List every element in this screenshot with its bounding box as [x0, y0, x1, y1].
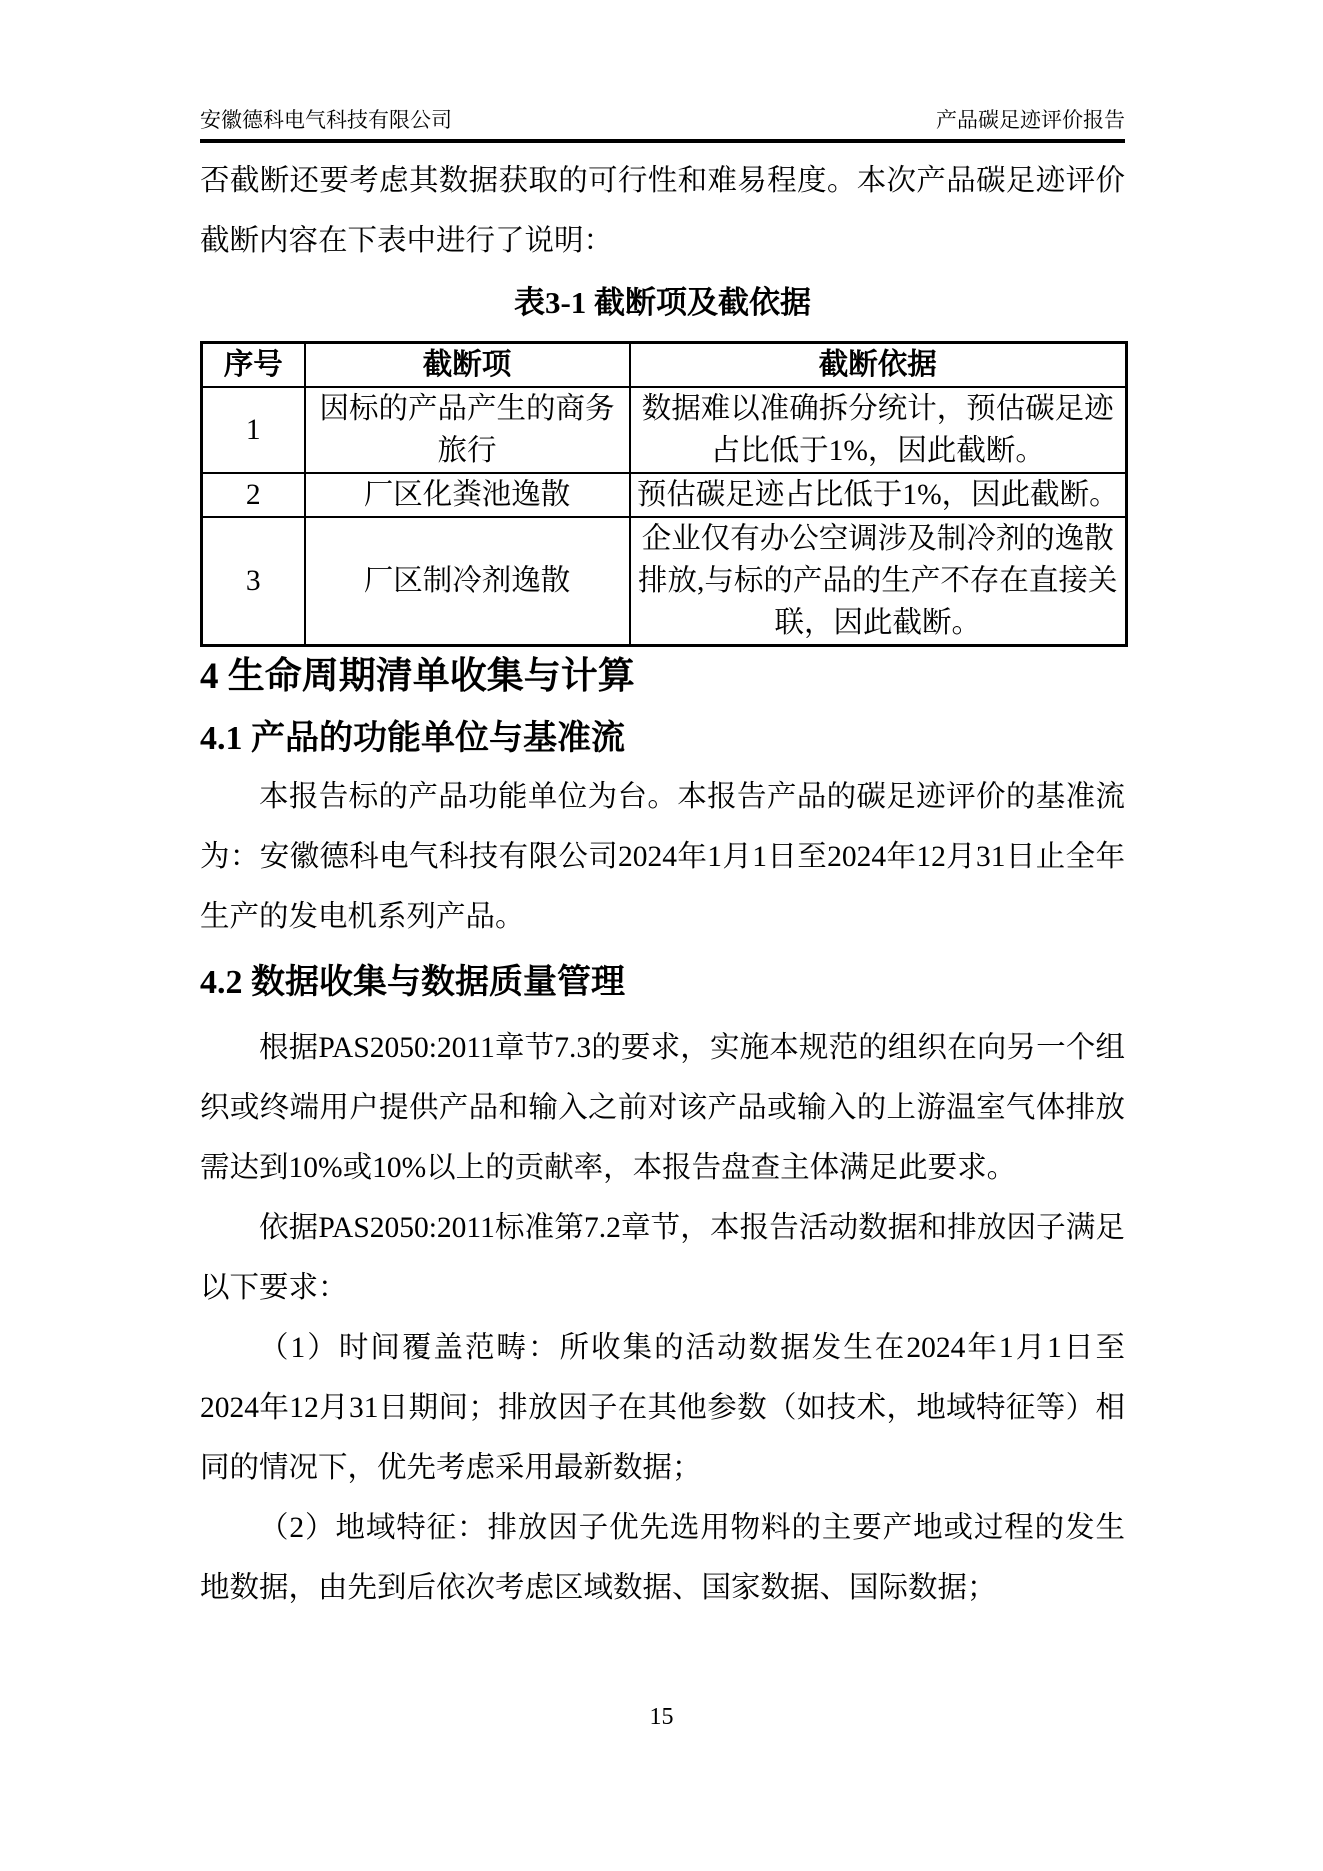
section-4-2-heading: 4.2 数据收集与数据质量管理: [200, 964, 625, 1001]
cell-row3-item: 厂区制冷剂逸散: [305, 517, 630, 646]
cell-row3-basis: 企业仅有办公空调涉及制冷剂的逸散排放,与标的产品的生产不存在直接关联，因此截断。: [630, 517, 1127, 646]
table-row: [202, 517, 1127, 646]
table-header-row: [202, 343, 1127, 388]
column-header-no: 序号: [202, 343, 305, 388]
table-row: [202, 473, 1127, 517]
cell-row2-no: 2: [202, 473, 305, 517]
cell-row3-no: 3: [202, 517, 305, 646]
section-4-2-paragraph-1: 根据PAS2050:2011章节7.3的要求，实施本规范的组织在向另一个组织或终端用户提供产品和输入之前对该产品或输入的上游温室气体排放需达到10%或10%以上的贡献率，本报告盘查主体满足此要求。: [200, 1032, 1125, 1184]
section-4-1-paragraph: 本报告标的产品功能单位为台。本报告产品的碳足迹评价的基准流为：安徽德科电气科技有限公司2024年1月1日至2024年12月31日止全年生产的发电机系列产品。: [200, 781, 1125, 933]
column-header-item: 截断项: [305, 343, 630, 388]
cell-row2-item: 厂区化粪池逸散: [305, 473, 630, 517]
table-title: 表3-1 截断项及截依据: [513, 285, 812, 320]
header-report-title: 产品碳足迹评价报告: [936, 108, 1125, 132]
table-row: [202, 387, 1127, 473]
page-number: 15: [649, 1704, 674, 1730]
truncation-table: [200, 341, 1128, 647]
section-4-2-paragraph-4: （2）地域特征：排放因子优先选用物料的主要产地或过程的发生地数据，由先到后依次考虑区域数据、国家数据、国际数据；: [200, 1512, 1125, 1604]
section-4-2-paragraph-3: （1）时间覆盖范畴：所收集的活动数据发生在2024年1月1日至2024年12月31日期间；排放因子在其他参数（如技术，地域特征等）相同的情况下，优先考虑采用最新数据；: [200, 1332, 1125, 1484]
page-content: [200, 0, 1125, 1618]
section-4-heading: 4 生命周期清单收集与计算: [200, 656, 635, 697]
page-header: [200, 0, 1125, 132]
cell-row1-no: 1: [202, 387, 305, 473]
column-header-basis: 截断依据: [630, 343, 1127, 388]
cell-row1-item: 因标的产品产生的商务旅行: [305, 387, 630, 473]
header-rule: [200, 139, 1125, 143]
section-4-2-paragraph-2: 依据PAS2050:2011标准第7.2章节，本报告活动数据和排放因子满足以下要求：: [200, 1212, 1125, 1304]
cell-row2-basis: 预估碳足迹占比低于1%，因此截断。: [630, 473, 1127, 517]
intro-paragraph: 否截断还要考虑其数据获取的可行性和难易程度。本次产品碳足迹评价截断内容在下表中进行了说明：: [200, 165, 1125, 257]
section-4-1-heading: 4.1 产品的功能单位与基准流: [200, 720, 625, 757]
cell-row1-basis: 数据难以准确拆分统计，预估碳足迹占比低于1%，因此截断。: [630, 387, 1127, 473]
header-company-name: 安徽德科电气科技有限公司: [200, 108, 452, 132]
